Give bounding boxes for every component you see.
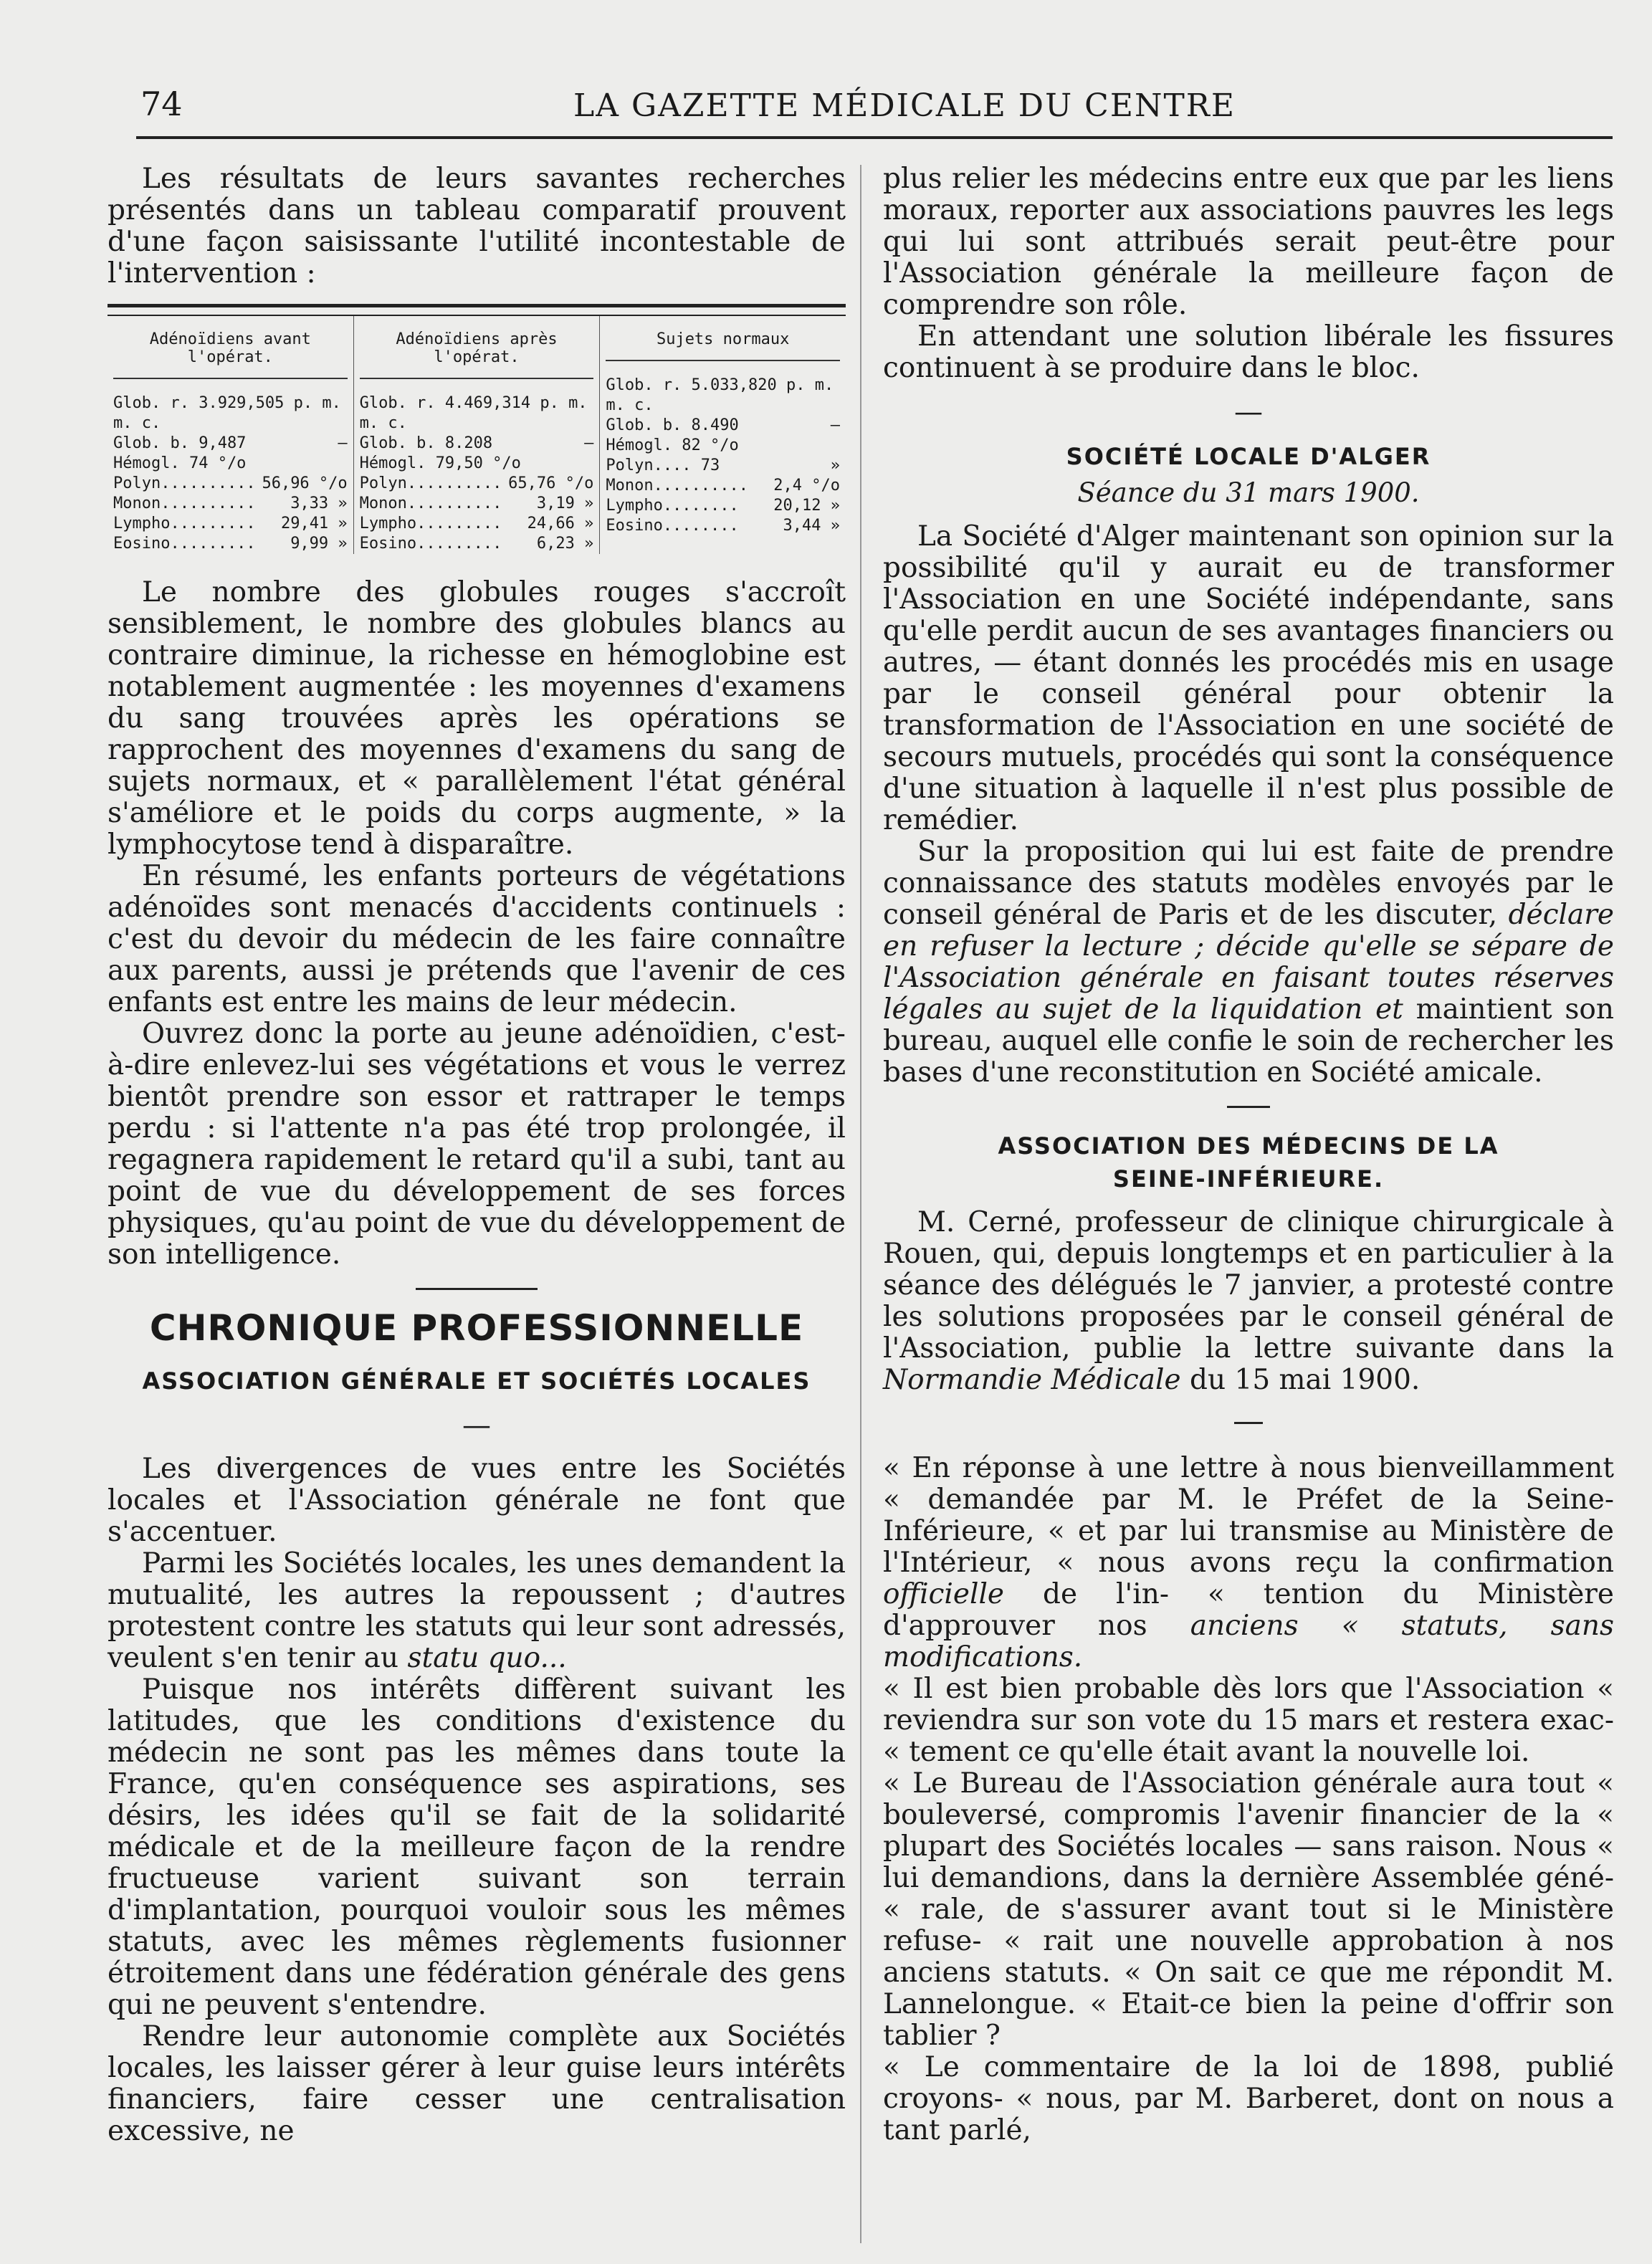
table-row [606,476,840,496]
association-title: ASSOCIATION GÉNÉRALE ET SOCIÉTÉS LOCALES [142,1367,811,1395]
paragraph-resume: En résumé, les enfants porteurs de végétations adénoïdes sont menacés d'accidents continuels : c'est du devoir du médecin de les faire connaître aux parents, aussi je prétends que l'avenir de ces enfants est entre les mains de leur médecin. [108,860,846,1018]
table-row [360,514,594,534]
table-row [606,516,840,536]
table-cell-label: Glob. b. 8.490 [606,416,739,434]
table-cell-label: Eosino......... [113,535,256,553]
blood-comparison-table [108,304,846,560]
table-cell-label: Lympho......... [113,515,256,532]
quote-paragraph-3: « Le Bureau de l'Association générale aura tout « bouleversé, compromis l'avenir financier de la « plupart des Sociétés locales — sans raison. Nous « lui demandions, dans la dernière Assemblée géné- « rale, de s'assurer avant tout si le Ministère refuse- « rait une nouvelle approbation à nos anciens statuts. « On sait ce que me répondit M. Lannelongue. « Etait-ce bien la peine d'offrir son tablier ? [883,1767,1614,2052]
header-rule [136,136,1613,139]
paragraph-puisque: Puisque nos intérêts diffèrent suivant les latitudes, que les conditions d'existence du médecin ne sont pas les mêmes dans toute la France, qu'en conséquence ses aspirations, ses désirs, les idées qu'il se fait de la solidarité médicale et de la meilleure façon de la rendre fructueuse varient suivant son terrain d'implantation, pourquoi vouloir sous les mêmes statuts, avec les mêmes règlements fusionner étroitement dans une fédération générale des gens qui ne peuvent s'entendre. [108,1673,846,2021]
table-cell-label: Polyn.... 73 [606,457,720,474]
table-cell-value: 3,33 » [290,495,348,512]
table-row [360,474,594,494]
table-column-header: Adénoïdiens avant l'opérat. [113,320,348,379]
table-row [606,436,840,456]
table-cell-value: 2,4 °/o [773,477,841,495]
table-row [360,534,594,554]
table-cell-label: Glob. r. 3.929,505 p. m. m. c. [113,394,341,432]
intro-paragraph: Les résultats de leurs savantes recherches présentés dans un tableau comparatif prouvent d'une façon saisissante l'utilité incontestable de l'intervention : [108,163,846,290]
table-cell-value: 6,23 » [536,535,594,553]
paragraph-globules: Le nombre des globules rouges s'accroît sensiblement, le nombre des globules blancs au contraire diminue, la richesse en hémoglobine est notablement augmentée : les moyennes d'examens du sang trouvées après les opérations se rapprochent des moyennes d'examens du sang de sujets normaux, et « parallèlement l'état général s'améliore et le poids du corps augmente, » la lymphocytose tend à disparaître. [108,576,846,861]
table-cell-label: Hémogl. 82 °/o [606,436,739,454]
column-separator [860,165,861,2243]
journal-title: LA GAZETTE MÉDICALE DU CENTRE [573,87,1236,124]
quote-paragraph-4: « Le commentaire de la loi de 1898, publié croyons- « nous, par M. Barberet, dont on nous a tant parlé, [883,2051,1614,2146]
table-column [599,316,846,554]
table-cell-value: 29,41 » [280,515,348,532]
table-cell-value: 56,96 °/o [262,474,348,492]
section-divider [1227,1106,1270,1108]
table-cell-value: — [830,416,841,434]
quote-paragraph-2: « Il est bien probable dès lors que l'Association « reviendra sur son vote du 15 mars et restera exac- « tement ce qu'elle était avant la nouvelle loi. [883,1673,1614,1768]
table-cell-value: 9,99 » [290,535,348,553]
table-row [360,454,594,474]
alger-seance: Séance du 31 mars 1900. [1077,477,1420,508]
table-row [113,393,348,434]
table-cell-label: Glob. b. 8.208 [359,434,493,452]
table-row [113,514,348,534]
paragraph-ouvrez: Ouvrez donc la porte au jeune adénoïdien, c'est-à-dire enlevez-lui ses végétations et vous le verrez bientôt prendre son essor et rattraper le temps perdu : si l'attente n'a pas été trop prolongée, il regagnera rapidement le retard qu'il a subi, tant au point de vue du développement de ses forces physiques, qu'au point de vue du développement de son intelligence. [108,1018,846,1271]
left-column [108,163,846,2147]
table-cell-value: 20,12 » [773,497,841,515]
table-row [113,434,348,454]
dash-separator: — [462,1409,491,1442]
table-row [360,393,594,434]
table-cell-label: Glob. r. 5.033,820 p. m. m. c. [606,376,834,414]
table-cell-label: Glob. b. 9,487 [113,434,247,452]
section-divider [416,1288,538,1290]
table-row [113,494,348,514]
paragraph-alger: La Société d'Alger maintenant son opinion sur la possibilité qu'il y aurait eu de transformer l'Association en une Société indépendante, sans qu'elle perdit aucun de ses avantages financiers ou autres, — étant donnés les procédés mis en usage par le conseil général pour obtenir la transformation de l'Association en une société de secours mutuels, procédés qui sont la conséquence d'une situation à laquelle il n'est plus possible de remédier. [883,520,1614,836]
table-column [353,316,600,554]
paragraph-cerne: M. Cerné, professeur de clinique chirurgicale à Rouen, qui, depuis longtemps et en particulier à la séance des délégués le 7 janvier, a protesté contre les solutions proposées par le conseil général de l'Association, publie la lettre suivante dans la Normandie Médicale du 15 mai 1900. [883,1206,1614,1396]
section-divider [1234,1422,1263,1424]
table-row [606,376,840,416]
table-cell-value: 24,66 » [527,515,594,532]
table-top-rule [108,304,846,316]
table-cell-label: Hémogl. 79,50 °/o [359,454,521,472]
dash-separator: — [1234,396,1263,429]
table-body [108,316,846,554]
table-cell-label: Polyn.......... [113,474,256,492]
paragraph-continued: plus relier les médecins entre eux que par les liens moraux, reporter aux associations pauvres les legs qui lui sont attribués serait peut-être pour l'Association générale la meilleure façon de comprendre son rôle. [883,163,1614,321]
table-cell-value: » [830,457,841,474]
table-row [360,494,594,514]
right-column [883,163,1614,2146]
seine-title-line1: ASSOCIATION DES MÉDECINS DE LA [998,1132,1499,1160]
table-row [606,496,840,516]
table-column-header: Adénoïdiens après l'opérat. [360,320,594,379]
table-cell-label: Hémogl. 74 °/o [113,454,247,472]
table-cell-value: — [338,434,348,452]
alger-title: SOCIÉTÉ LOCALE D'ALGER [1066,443,1431,470]
paragraph-rendre: Rendre leur autonomie complète aux Sociétés locales, les laisser gérer à leur guise leurs intérêts financiers, faire cesser une centralisation excessive, ne [108,2020,846,2147]
table-cell-label: Polyn.......... [359,474,502,492]
paragraph-proposition: Sur la proposition qui lui est faite de prendre connaissance des statuts modèles envoyés par le conseil général de Paris et de les discuter, déclare en refuser la lecture ; décide qu'elle se sépare de l'Association générale en faisant toutes réserves légales au sujet de la liquidation et maintient son bureau, auquel elle confie le soin de rechercher les bases d'une reconstitution en Société amicale. [883,836,1614,1089]
table-row [113,454,348,474]
table-cell-label: Monon.......... [359,495,502,512]
table-row [606,416,840,436]
seine-title-line2: SEINE-INFÉRIEURE. [1112,1165,1385,1193]
table-column [108,316,353,554]
table-row [113,534,348,554]
table-row [113,474,348,494]
page-number: 74 [140,85,183,123]
table-cell-value: — [584,434,594,452]
table-row [606,456,840,476]
table-column-header: Sujets normaux [606,320,840,361]
table-cell-label: Monon.......... [113,495,256,512]
table-cell-label: Monon.......... [606,477,749,495]
table-cell-value: 3,19 » [536,495,594,512]
quote-paragraph-1: « En réponse à une lettre à nous bienveillamment « demandée par M. le Préfet de la Seine-Inférieure, « et par lui transmise au Ministère de l'Intérieur, « nous avons reçu la confirmation officielle de l'in- « tention du Ministère d'approuver nos anciens « statuts, sans modifications. [883,1452,1614,1673]
table-cell-label: Glob. r. 4.469,314 p. m. m. c. [359,394,588,432]
table-cell-label: Lympho........ [606,497,739,515]
table-cell-label: Eosino........ [606,517,739,535]
table-cell-value: 3,44 » [783,517,841,535]
table-cell-value: 65,76 °/o [508,474,594,492]
table-cell-label: Lympho......... [359,515,502,532]
table-row [360,434,594,454]
chronique-title: CHRONIQUE PROFESSIONNELLE [149,1307,804,1349]
paragraph-parmi: Parmi les Sociétés locales, les unes demandent la mutualité, les autres la repoussent ; d'autres protestent contre les statuts qui leur sont adressés, veulent s'en tenir au statu quo... [108,1547,846,1674]
paragraph-divergences: Les divergences de vues entre les Sociétés locales et l'Association générale ne font que s'accentuer. [108,1453,846,1548]
letter-quote [883,1453,1614,2146]
table-cell-label: Eosino......... [359,535,502,553]
paragraph-attendant: En attendant une solution libérale les fissures continuent à se produire dans le bloc. [883,320,1614,384]
